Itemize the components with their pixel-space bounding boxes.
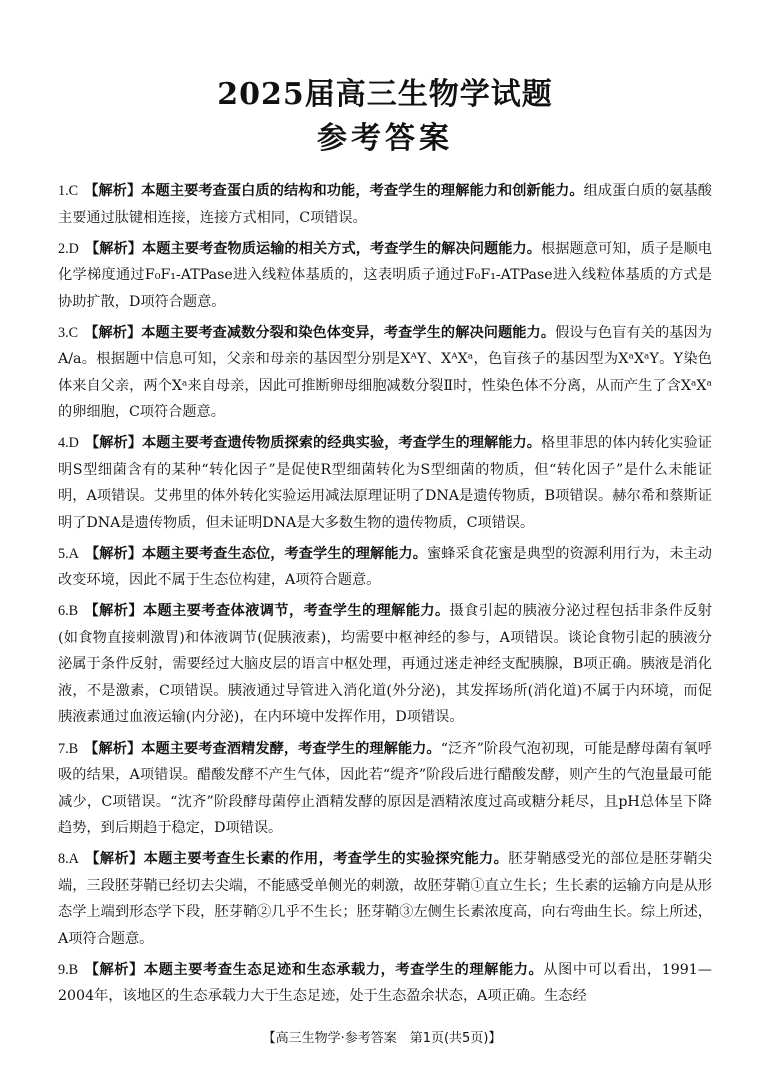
answer-body: 假设与色盲有关的基因为A/a。根据题中信息可知，父亲和母亲的基因型分别是XᴬY、XᴬXᵃ，色盲孩子的基因型为XᵃXᵃY。Y染色体来自父亲，两个Xᵃ来自母亲，因此可推断卵母细胞减数分裂Ⅱ时，性染色体不分离，从而产生了含XᵃXᵃ的卵细胞，C项符合题意。	[58, 324, 712, 421]
answer-body: 组成蛋白质的氨基酸主要通过肽键相连接，连接方式相同，C项错误。	[58, 183, 712, 226]
page-footer: 【高三生物学·参考答案 第1页(共5页)】	[262, 1031, 502, 1046]
answer-item-6	[58, 598, 712, 731]
answer-number: 6.B	[58, 603, 79, 620]
answer-number: 2.D	[58, 240, 79, 257]
answer-focus: 本题主要考查生态足迹和生态承载力，考查学生的理解能力。	[143, 961, 544, 978]
analysis-tag: 【解析】	[84, 435, 142, 452]
answer-focus: 本题主要考查物质运输的相关方式，考查学生的解决问题能力。	[141, 240, 542, 257]
page-title: 2025届高三生物学试题	[217, 77, 553, 112]
answer-focus: 本题主要考查生态位，考查学生的理解能力。	[141, 545, 427, 562]
answer-item-2	[58, 236, 712, 316]
answer-item-7	[58, 736, 712, 842]
analysis-tag: 【解析】	[84, 545, 142, 562]
answer-list	[58, 178, 712, 1010]
answer-number: 5.A	[58, 545, 79, 562]
answer-body: 从图中可以看出，1991—2004年，该地区的生态承载力大于生态足迹，处于生态盈余状态，A项正确。生态经	[58, 961, 712, 1005]
answer-item-1	[58, 178, 712, 231]
answer-focus: 本题主要考查体液调节，考查学生的理解能力。	[142, 603, 450, 620]
answer-item-5	[58, 541, 712, 594]
answer-body: 格里菲思的体内转化实验证明S型细菌含有的某种“转化因子”是促使R型细菌转化为S型细菌的物质，但“转化因子”是什么未能证明，A项错误。艾弗里的体外转化实验运用减法原理证明了DNA是遗传物质，B项错误。赫尔希和蔡斯证明了DNA是遗传物质，但未证明DNA是大多数生物的遗传物质，C项错误。	[58, 435, 712, 531]
analysis-tag: 【解析】	[84, 961, 144, 978]
answer-body: “泛齐”阶段气泡初现，可能是酵母菌有氧呼吸的结果，A项错误。醋酸发酵不产生气体，因此若“缇齐”阶段后进行醋酸发酵，则产生的气泡量最可能减少，C项错误。“沈齐”阶段酵母菌停止酒精发酵的原因是酒精浓度过高或糖分耗尽，且pH总体呈下降趋势，到后期趋于稳定，D项错误。	[58, 740, 712, 837]
answer-body: 根据题意可知，质子是顺电化学梯度通过F₀F₁-ATPase进入线粒体基质的，这表明质子通过F₀F₁-ATPase进入线粒体基质的方式是协助扩散，D项符合题意。	[58, 240, 712, 310]
answer-focus: 本题主要考查生长素的作用，考查学生的实验探究能力。	[143, 851, 509, 868]
answer-item-3	[58, 320, 712, 426]
answer-focus: 本题主要考查酒精发酵，考查学生的理解能力。	[141, 740, 441, 757]
analysis-tag: 【解析】	[84, 851, 144, 868]
answer-body: 摄食引起的胰液分泌过程包括非条件反射(如食物直接刺激胃)和体液调节(促胰液素)，均需要中枢神经的参与，A项错误。谈论食物引起的胰液分泌属于条件反射，需要经过大脑皮层的语言中枢处理，再通过迷走神经支配胰腺，B项正确。胰液是消化液，不是激素，C项错误。胰液通过导管进入消化道(外分泌)，其发挥场所(消化道)不属于内环境，而促胰液素通过血液运输(内分泌)，在内环境中发挥作用，D项错误。	[58, 603, 712, 726]
answer-body: 蜜蜂采食花蜜是典型的资源利用行为，未主动改变环境，因此不属于生态位构建，A项符合题意。	[58, 545, 712, 589]
answer-number: 7.B	[58, 740, 79, 757]
analysis-tag: 【解析】	[84, 240, 142, 257]
analysis-tag: 【解析】	[84, 603, 143, 620]
analysis-tag: 【解析】	[84, 740, 142, 757]
answer-item-8	[58, 846, 712, 952]
answer-focus: 本题主要考查蛋白质的结构和功能，考查学生的理解能力和创新能力。	[141, 183, 584, 199]
answer-number: 3.C	[58, 324, 79, 341]
analysis-tag: 【解析】	[84, 324, 142, 341]
page-subtitle: 参考答案	[317, 121, 453, 156]
answer-focus: 本题主要考查遗传物质探索的经典实验，考查学生的理解能力。	[141, 435, 542, 452]
answer-focus: 本题主要考查减数分裂和染色体变异，考查学生的解决问题能力。	[141, 324, 556, 341]
answer-number: 8.A	[58, 851, 79, 868]
answer-item-9	[58, 957, 712, 1010]
answer-number: 4.D	[58, 435, 79, 452]
answer-body: 胚芽鞘感受光的部位是胚芽鞘尖端，三段胚芽鞘已经切去尖端，不能感受单侧光的刺激，故胚芽鞘①直立生长；生长素的运输方向是从形态学上端到形态学下段，胚芽鞘②几乎不生长；胚芽鞘③左侧生长素浓度高，向右弯曲生长。综上所述，A项符合题意。	[58, 851, 712, 947]
answer-number: 1.C	[58, 183, 79, 199]
answer-number: 9.B	[58, 961, 79, 978]
answer-item-4	[58, 430, 712, 536]
analysis-tag: 【解析】	[84, 183, 142, 199]
